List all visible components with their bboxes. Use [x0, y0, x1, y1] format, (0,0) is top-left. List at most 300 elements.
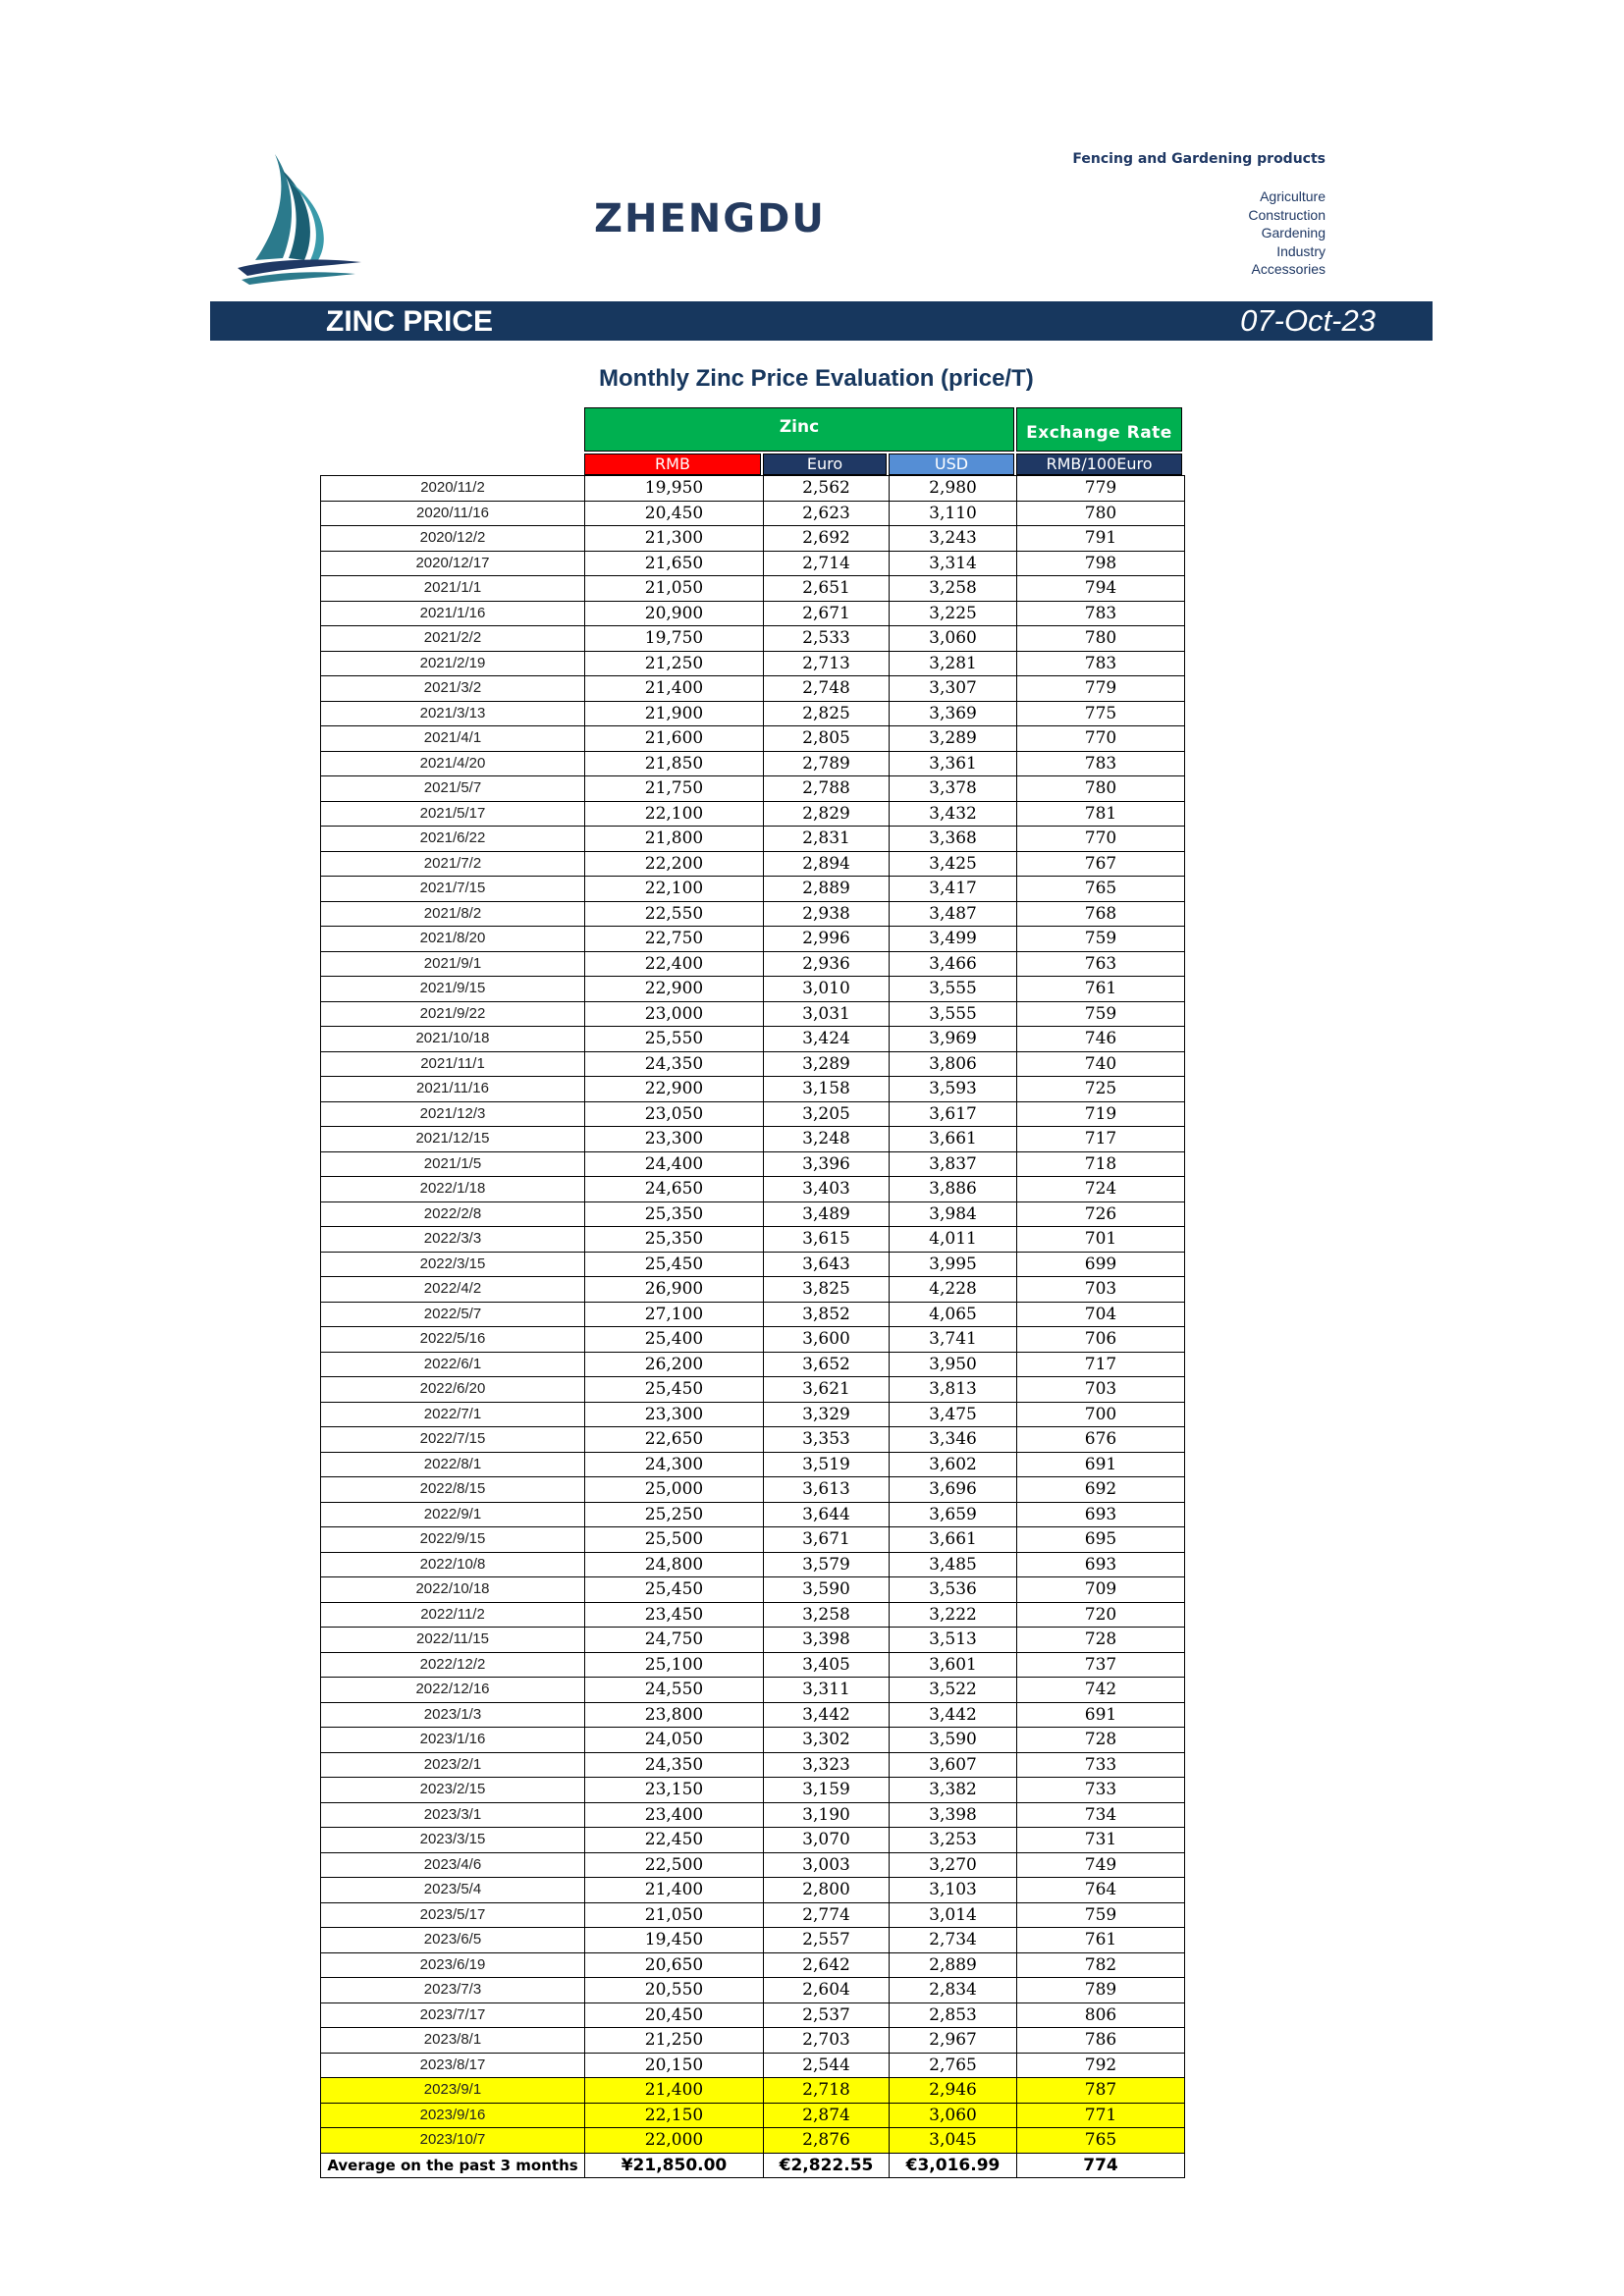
row-usd: 3,593 [890, 1077, 1017, 1102]
exchange-rate-group-header: Exchange Rate [1016, 407, 1182, 452]
row-usd: 3,398 [890, 1802, 1017, 1828]
row-usd: 3,536 [890, 1577, 1017, 1603]
row-rmb: 20,150 [585, 2053, 764, 2078]
row-rmb: 20,650 [585, 1952, 764, 1978]
row-rate: 791 [1017, 526, 1185, 552]
row-usd: 3,601 [890, 1652, 1017, 1678]
row-rmb: 23,150 [585, 1778, 764, 1803]
row-date: 2022/1/18 [321, 1177, 585, 1202]
row-date: 2023/5/17 [321, 1902, 585, 1928]
row-euro: 2,623 [764, 501, 890, 526]
row-rate: 780 [1017, 501, 1185, 526]
row-euro: 2,894 [764, 851, 890, 877]
row-rmb: 22,900 [585, 977, 764, 1002]
row-date: 2023/6/5 [321, 1928, 585, 1953]
row-rmb: 21,250 [585, 2028, 764, 2054]
row-rmb: 21,300 [585, 526, 764, 552]
usd-column-header: USD [889, 454, 1014, 475]
row-rate: 725 [1017, 1077, 1185, 1102]
row-usd: 3,837 [890, 1151, 1017, 1177]
row-date: 2023/7/3 [321, 1978, 585, 2003]
row-usd: 3,950 [890, 1352, 1017, 1377]
rate-column-header: RMB/100Euro [1016, 454, 1182, 475]
table-row [321, 701, 1185, 726]
row-rate: 786 [1017, 2028, 1185, 2054]
row-euro: 2,703 [764, 2028, 890, 2054]
table-row [321, 1277, 1185, 1303]
table-row [321, 1151, 1185, 1177]
row-rate: 733 [1017, 1778, 1185, 1803]
row-rate: 717 [1017, 1352, 1185, 1377]
row-euro: 3,190 [764, 1802, 890, 1828]
table-row [321, 1778, 1185, 1803]
price-table [320, 407, 1184, 2178]
row-usd: 3,281 [890, 651, 1017, 676]
row-usd: 3,590 [890, 1728, 1017, 1753]
row-date: 2022/3/15 [321, 1252, 585, 1277]
row-euro: 3,405 [764, 1652, 890, 1678]
row-date: 2021/5/17 [321, 801, 585, 827]
row-usd: 3,378 [890, 776, 1017, 802]
row-date: 2021/9/15 [321, 977, 585, 1002]
row-rmb: 20,450 [585, 2002, 764, 2028]
row-euro: 3,825 [764, 1277, 890, 1303]
row-rate: 693 [1017, 1502, 1185, 1527]
row-usd: 4,011 [890, 1227, 1017, 1253]
row-usd: 3,466 [890, 951, 1017, 977]
row-date: 2022/9/15 [321, 1527, 585, 1553]
row-rate: 779 [1017, 676, 1185, 702]
row-euro: 2,718 [764, 2078, 890, 2104]
row-usd: 3,014 [890, 1902, 1017, 1928]
table-row [321, 901, 1185, 927]
row-date: 2021/7/15 [321, 877, 585, 902]
table-row [321, 1752, 1185, 1778]
row-euro: 3,424 [764, 1027, 890, 1052]
row-date: 2022/4/2 [321, 1277, 585, 1303]
row-euro: 3,644 [764, 1502, 890, 1527]
row-rate: 761 [1017, 1928, 1185, 1953]
table-row [321, 601, 1185, 626]
row-usd: 4,228 [890, 1277, 1017, 1303]
row-usd: 3,487 [890, 901, 1017, 927]
row-euro: 3,311 [764, 1678, 890, 1703]
row-usd: 3,225 [890, 601, 1017, 626]
row-rmb: 24,750 [585, 1628, 764, 1653]
row-usd: 3,602 [890, 1452, 1017, 1477]
row-rmb: 21,600 [585, 726, 764, 752]
table-row [321, 2028, 1185, 2054]
row-date: 2020/11/2 [321, 476, 585, 502]
row-rate: 771 [1017, 2103, 1185, 2128]
row-rate: 703 [1017, 1377, 1185, 1403]
row-date: 2023/6/19 [321, 1952, 585, 1978]
row-rmb: 25,350 [585, 1201, 764, 1227]
row-euro: 3,643 [764, 1252, 890, 1277]
row-rate: 731 [1017, 1828, 1185, 1853]
table-row [321, 1051, 1185, 1077]
row-usd: 3,813 [890, 1377, 1017, 1403]
row-usd: 2,889 [890, 1952, 1017, 1978]
row-usd: 4,065 [890, 1302, 1017, 1327]
row-date: 2022/2/8 [321, 1201, 585, 1227]
table-row [321, 1377, 1185, 1403]
row-rmb: 24,350 [585, 1752, 764, 1778]
row-euro: 3,613 [764, 1477, 890, 1503]
row-date: 2022/6/1 [321, 1352, 585, 1377]
row-usd: 3,417 [890, 877, 1017, 902]
row-usd: 3,432 [890, 801, 1017, 827]
row-usd: 3,617 [890, 1101, 1017, 1127]
row-euro: 2,825 [764, 701, 890, 726]
table-row [321, 576, 1185, 602]
row-rmb: 22,400 [585, 951, 764, 977]
row-rate: 701 [1017, 1227, 1185, 1253]
row-date: 2021/10/18 [321, 1027, 585, 1052]
row-euro: 3,289 [764, 1051, 890, 1077]
row-rate: 728 [1017, 1728, 1185, 1753]
row-usd: 3,499 [890, 927, 1017, 952]
row-date: 2023/1/3 [321, 1702, 585, 1728]
row-usd: 3,222 [890, 1602, 1017, 1628]
row-usd: 3,555 [890, 1001, 1017, 1027]
row-euro: 3,159 [764, 1778, 890, 1803]
table-row [321, 1928, 1185, 1953]
row-date: 2021/12/3 [321, 1101, 585, 1127]
row-euro: 2,889 [764, 877, 890, 902]
row-rate: 763 [1017, 951, 1185, 977]
row-rmb: 23,000 [585, 1001, 764, 1027]
row-rate: 726 [1017, 1201, 1185, 1227]
table-row [321, 751, 1185, 776]
row-euro: 2,562 [764, 476, 890, 502]
row-date: 2021/1/16 [321, 601, 585, 626]
table-row [321, 476, 1185, 502]
table-row [321, 1628, 1185, 1653]
table-row [321, 626, 1185, 652]
row-date: 2023/8/1 [321, 2028, 585, 2054]
row-usd: 3,060 [890, 2103, 1017, 2128]
row-date: 2020/12/2 [321, 526, 585, 552]
row-date: 2021/12/15 [321, 1127, 585, 1152]
row-euro: 2,829 [764, 801, 890, 827]
table-row [321, 877, 1185, 902]
row-euro: 3,329 [764, 1402, 890, 1427]
table-row [321, 1702, 1185, 1728]
row-euro: 2,938 [764, 901, 890, 927]
table-row [321, 1452, 1185, 1477]
highlighted-table-row [321, 2078, 1185, 2104]
row-rmb: 25,250 [585, 1502, 764, 1527]
row-date: 2023/9/16 [321, 2103, 585, 2128]
row-usd: 3,368 [890, 827, 1017, 852]
category-list [1248, 187, 1326, 279]
table-row [321, 1878, 1185, 1903]
row-usd: 3,555 [890, 977, 1017, 1002]
table-row [321, 951, 1185, 977]
row-rmb: 24,300 [585, 1452, 764, 1477]
row-euro: 3,205 [764, 1101, 890, 1127]
row-rmb: 19,950 [585, 476, 764, 502]
row-date: 2022/8/1 [321, 1452, 585, 1477]
zinc-group-header: Zinc [584, 407, 1014, 452]
row-rate: 676 [1017, 1427, 1185, 1453]
row-rmb: 19,750 [585, 626, 764, 652]
row-euro: 2,996 [764, 927, 890, 952]
table-row [321, 1852, 1185, 1878]
row-euro: 2,774 [764, 1902, 890, 1928]
highlighted-table-row [321, 2103, 1185, 2128]
euro-column-header: Euro [763, 454, 887, 475]
row-rate: 737 [1017, 1652, 1185, 1678]
row-rate: 794 [1017, 576, 1185, 602]
table-row [321, 1527, 1185, 1553]
row-date: 2022/5/7 [321, 1302, 585, 1327]
row-rmb: 20,900 [585, 601, 764, 626]
row-euro: 3,396 [764, 1151, 890, 1177]
group-header-row [320, 407, 1184, 454]
row-rmb: 23,800 [585, 1702, 764, 1728]
row-rmb: 25,350 [585, 1227, 764, 1253]
rmb-column-header: RMB [584, 454, 761, 475]
row-date: 2022/6/20 [321, 1377, 585, 1403]
table-heading: Monthly Zinc Price Evaluation (price/T) [599, 365, 1034, 392]
row-rate: 724 [1017, 1177, 1185, 1202]
row-usd: 2,834 [890, 1978, 1017, 2003]
row-rate: 765 [1017, 2128, 1185, 2154]
table-row [321, 1602, 1185, 1628]
row-rmb: 25,450 [585, 1377, 764, 1403]
row-euro: 3,158 [764, 1077, 890, 1102]
row-rmb: 21,850 [585, 751, 764, 776]
row-usd: 3,314 [890, 551, 1017, 576]
row-rate: 768 [1017, 901, 1185, 927]
row-rate: 759 [1017, 1001, 1185, 1027]
row-euro: 3,398 [764, 1628, 890, 1653]
row-euro: 2,604 [764, 1978, 890, 2003]
sailboat-logo-icon [236, 152, 363, 285]
row-usd: 2,967 [890, 2028, 1017, 2054]
average-rate: 774 [1017, 2153, 1185, 2178]
row-date: 2021/7/2 [321, 851, 585, 877]
row-date: 2022/7/1 [321, 1402, 585, 1427]
brand-name: ZHENGDU [594, 196, 826, 241]
title-band [210, 301, 1433, 341]
row-date: 2021/11/1 [321, 1051, 585, 1077]
row-rate: 699 [1017, 1252, 1185, 1277]
row-euro: 3,003 [764, 1852, 890, 1878]
row-rate: 761 [1017, 977, 1185, 1002]
table-row [321, 1902, 1185, 1928]
row-euro: 3,852 [764, 1302, 890, 1327]
row-euro: 3,258 [764, 1602, 890, 1628]
row-usd: 2,734 [890, 1928, 1017, 1953]
table-row [321, 1027, 1185, 1052]
row-date: 2023/2/15 [321, 1778, 585, 1803]
row-euro: 3,579 [764, 1552, 890, 1577]
row-rmb: 19,450 [585, 1928, 764, 1953]
row-rmb: 21,650 [585, 551, 764, 576]
row-date: 2021/5/7 [321, 776, 585, 802]
row-date: 2023/2/1 [321, 1752, 585, 1778]
row-rate: 764 [1017, 1878, 1185, 1903]
row-euro: 2,557 [764, 1928, 890, 1953]
row-usd: 3,382 [890, 1778, 1017, 1803]
row-rmb: 22,650 [585, 1427, 764, 1453]
row-rmb: 23,050 [585, 1101, 764, 1127]
table-row [321, 1952, 1185, 1978]
average-row [321, 2153, 1185, 2178]
row-rate: 780 [1017, 776, 1185, 802]
row-usd: 3,425 [890, 851, 1017, 877]
row-usd: 2,980 [890, 476, 1017, 502]
row-euro: 2,788 [764, 776, 890, 802]
row-rate: 695 [1017, 1527, 1185, 1553]
row-rate: 742 [1017, 1678, 1185, 1703]
row-date: 2021/2/2 [321, 626, 585, 652]
row-rmb: 22,000 [585, 2128, 764, 2154]
row-date: 2021/11/16 [321, 1077, 585, 1102]
row-rate: 717 [1017, 1127, 1185, 1152]
row-date: 2021/1/1 [321, 576, 585, 602]
row-euro: 3,403 [764, 1177, 890, 1202]
row-rmb: 24,050 [585, 1728, 764, 1753]
row-rate: 692 [1017, 1477, 1185, 1503]
row-rate: 706 [1017, 1327, 1185, 1353]
category-item: Gardening [1261, 225, 1326, 241]
table-row [321, 851, 1185, 877]
row-date: 2021/2/19 [321, 651, 585, 676]
row-rate: 733 [1017, 1752, 1185, 1778]
row-usd: 3,060 [890, 626, 1017, 652]
row-rmb: 22,450 [585, 1828, 764, 1853]
row-rate: 798 [1017, 551, 1185, 576]
row-rmb: 20,550 [585, 1978, 764, 2003]
row-usd: 3,607 [890, 1752, 1017, 1778]
row-rmb: 25,400 [585, 1327, 764, 1353]
table-row [321, 1227, 1185, 1253]
row-euro: 2,876 [764, 2128, 890, 2154]
row-usd: 3,253 [890, 1828, 1017, 1853]
category-item: Agriculture [1260, 188, 1326, 204]
row-rate: 759 [1017, 927, 1185, 952]
row-euro: 2,671 [764, 601, 890, 626]
row-rmb: 21,400 [585, 676, 764, 702]
row-euro: 2,748 [764, 676, 890, 702]
table-row [321, 1001, 1185, 1027]
row-usd: 3,522 [890, 1678, 1017, 1703]
row-rmb: 22,500 [585, 1852, 764, 1878]
row-rmb: 21,800 [585, 827, 764, 852]
row-date: 2022/3/3 [321, 1227, 585, 1253]
row-usd: 3,103 [890, 1878, 1017, 1903]
row-rate: 780 [1017, 626, 1185, 652]
row-rate: 728 [1017, 1628, 1185, 1653]
row-rate: 767 [1017, 851, 1185, 877]
row-date: 2022/9/1 [321, 1502, 585, 1527]
row-date: 2021/8/2 [321, 901, 585, 927]
row-rate: 709 [1017, 1577, 1185, 1603]
row-date: 2021/4/20 [321, 751, 585, 776]
row-euro: 2,537 [764, 2002, 890, 2028]
row-euro: 3,615 [764, 1227, 890, 1253]
table-row [321, 1552, 1185, 1577]
report-date: 07-Oct-23 [1240, 303, 1376, 338]
row-usd: 3,361 [890, 751, 1017, 776]
row-euro: 3,323 [764, 1752, 890, 1778]
row-rmb: 22,100 [585, 801, 764, 827]
row-date: 2022/5/16 [321, 1327, 585, 1353]
table-row [321, 1678, 1185, 1703]
row-euro: 2,642 [764, 1952, 890, 1978]
row-date: 2021/6/22 [321, 827, 585, 852]
row-rate: 806 [1017, 2002, 1185, 2028]
row-usd: 3,045 [890, 2128, 1017, 2154]
row-date: 2021/3/2 [321, 676, 585, 702]
row-rate: 783 [1017, 651, 1185, 676]
row-euro: 3,600 [764, 1327, 890, 1353]
row-usd: 3,661 [890, 1527, 1017, 1553]
table-row [321, 977, 1185, 1002]
row-euro: 2,800 [764, 1878, 890, 1903]
row-euro: 2,533 [764, 626, 890, 652]
row-rmb: 23,400 [585, 1802, 764, 1828]
row-usd: 3,513 [890, 1628, 1017, 1653]
row-rate: 783 [1017, 601, 1185, 626]
row-rate: 693 [1017, 1552, 1185, 1577]
row-usd: 3,659 [890, 1502, 1017, 1527]
table-row [321, 1652, 1185, 1678]
row-rmb: 25,450 [585, 1577, 764, 1603]
row-rate: 749 [1017, 1852, 1185, 1878]
row-rate: 765 [1017, 877, 1185, 902]
table-row [321, 1101, 1185, 1127]
row-rate: 770 [1017, 726, 1185, 752]
average-rmb: ¥21,850.00 [585, 2153, 764, 2178]
row-usd: 2,946 [890, 2078, 1017, 2104]
row-euro: 3,590 [764, 1577, 890, 1603]
row-usd: 3,289 [890, 726, 1017, 752]
row-usd: 3,243 [890, 526, 1017, 552]
row-date: 2020/12/17 [321, 551, 585, 576]
row-rmb: 23,300 [585, 1402, 764, 1427]
table-row [321, 526, 1185, 552]
row-euro: 3,652 [764, 1352, 890, 1377]
row-rate: 779 [1017, 476, 1185, 502]
row-euro: 2,714 [764, 551, 890, 576]
row-date: 2023/4/6 [321, 1852, 585, 1878]
row-date: 2022/7/15 [321, 1427, 585, 1453]
row-date: 2020/11/16 [321, 501, 585, 526]
row-euro: 2,874 [764, 2103, 890, 2128]
row-usd: 3,806 [890, 1051, 1017, 1077]
table-row [321, 2002, 1185, 2028]
row-euro: 3,442 [764, 1702, 890, 1728]
average-euro: €2,822.55 [764, 2153, 890, 2178]
row-usd: 3,369 [890, 701, 1017, 726]
row-euro: 2,692 [764, 526, 890, 552]
table-row [321, 1802, 1185, 1828]
row-usd: 3,346 [890, 1427, 1017, 1453]
row-euro: 3,031 [764, 1001, 890, 1027]
category-item: Industry [1276, 242, 1326, 259]
table-row [321, 2053, 1185, 2078]
row-rmb: 25,100 [585, 1652, 764, 1678]
row-usd: 2,765 [890, 2053, 1017, 2078]
row-date: 2022/11/2 [321, 1602, 585, 1628]
row-rmb: 21,400 [585, 2078, 764, 2104]
table-row [321, 1352, 1185, 1377]
